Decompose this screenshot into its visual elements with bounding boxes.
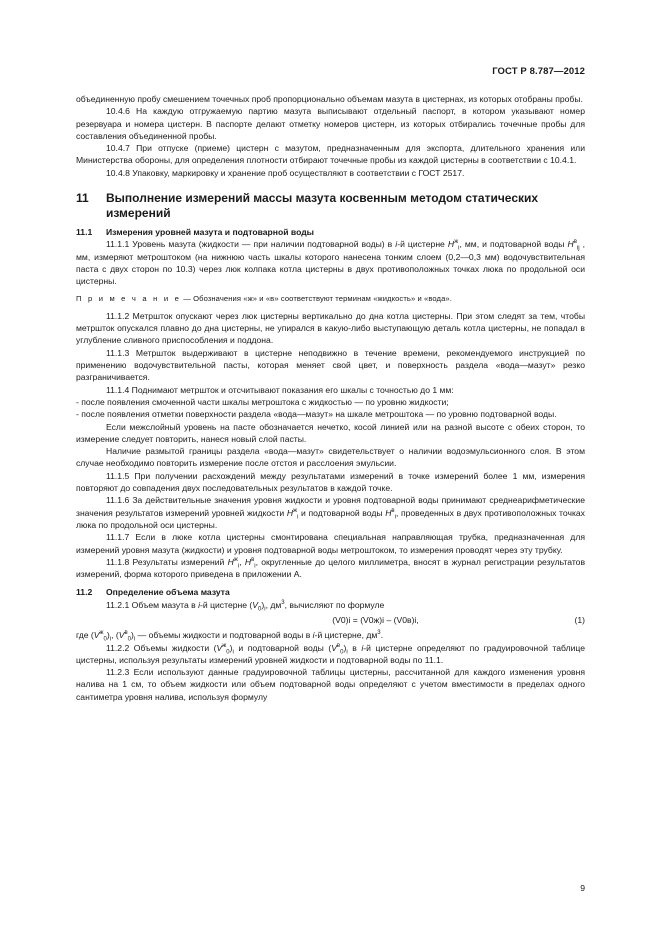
- paragraph-11-2-2: 11.2.2 Объемы жидкости $(V^ж_0)_i$ и подтоварной воды $(V^в_0)_i$ в i-й цистерне определяют по градуировочной таблице цистерны, используя результаты измерений уровней жидкости и подтоварной воды по 11.1.: [76, 642, 585, 665]
- paragraph-11-1-8: 11.1.8 Результаты измерений $H^ж_i$, $H^в_i$, округленные до целого миллиметра, вносят в журнал регистрации результатов измерений, форма которого приведена в приложении А.: [76, 556, 586, 580]
- paragraph-11-1-6: 11.1.6 За действительные значения уровня жидкости и уровня подтоварной воды принимают среднеарифметические значения результатов измерений уровней жидкости $H^ж_i$ и подтоварной воды $H^в_i$, проведенных в двух противоположных точках люка по продольной оси цистерны.: [76, 495, 585, 530]
- paragraph-11-1-5: 11.1.5 При получении расхождений между результатами измерений в точке измерений более 1 мм, измерения повторяют до совпадения двух последовательных результатов в каждой точке.: [76, 470, 585, 494]
- subsection-heading-11-1: [76, 226, 585, 238]
- note-label: П р и м е ч а н и е: [76, 293, 181, 303]
- subsection-title: Определение объема мазута: [106, 587, 230, 598]
- paragraph-fuzzy-boundary: Наличие размытой границы раздела «вода—мазут» свидетельствует о наличии водоэмульсионного слоя. В этом случае необходимо повторить измерение после отстоя и расслоения эмульсии.: [76, 446, 585, 469]
- paragraph-blurred-level: Если межслойный уровень на пасте обозначается нечетко, косой линией или на разной высоте с обеих сторон, то измерение следует повторить, нанеся новый слой пасты.: [76, 421, 585, 444]
- section-title: Выполнение измерений массы мазута косвенным методом статических измерений: [106, 191, 539, 220]
- subsection-title: Измерения уровней мазута и подтоварной воды: [106, 227, 315, 238]
- note-text: — Обозначения «ж» и «в» соответствуют терминам «жидкость» и «вода».: [181, 293, 452, 303]
- subsection-number: 11.1: [76, 227, 93, 238]
- paragraph-10-4-8: 10.4.8 Упаковку, маркировку и хранение проб осуществляют в соответствии с ГОСТ 2517.: [106, 167, 465, 178]
- paragraph-11-2-1: 11.2.1 Объем мазута в i-й цистерне $(V_0)_i$, $дм^3$, вычисляют по формуле: [106, 599, 385, 613]
- section-heading-11: [76, 191, 585, 220]
- formula-number: (1): [574, 614, 585, 625]
- paragraph-continuation: объединенную пробу смешением точечных проб пропорционально объемам мазута в цистернах, из которых отобраны пробы.: [76, 94, 583, 104]
- paragraph-where: где $(V^ж_0)_i$, $(V^в_0)_i$ — объемы жидкости и подтоварной воды в i-й цистерне, $дм^3$.: [76, 630, 384, 643]
- list-item: - после появления смоченной части шкалы метроштока с жидкостью — по уровню жидкости;: [76, 396, 449, 407]
- paragraph-11-1-2: 11.1.2 Метршток опускают через люк цистерны вертикально до дна котла цистерны. При этом следят за тем, чтобы метршток опускался плавно до дна цистерны, не упирался в какую-либо выступающую деталь котла цистерны, не попадал в углубление сливного приспособления и поддона.: [76, 310, 585, 346]
- list-item: - после появления отметки поверхности раздела «вода—мазут» на шкале метроштока — по уровню подтоварной воды.: [76, 409, 557, 420]
- paragraph-11-1-7: 11.1.7 Если в люке котла цистерны смонтирована специальная направляющая трубка, предназначенная для измерений уровня мазута (жидкости) и уровня подтоварной воды метроштоком, то измерения проводят через эту трубку.: [76, 532, 585, 555]
- paragraph-11-1-4: 11.1.4 Поднимают метршток и отсчитывают показания его шкалы с точностью до 1 мм:: [106, 384, 454, 395]
- paragraph-10-4-7: 10.4.7 При отпуске (приеме) цистерн с мазутом, предназначенным для экспорта, длительного хранения или Министерства обороны, для определения плотности отбирают точечные пробы из каждой цистерны в соответствии с 10.4.1.: [76, 143, 585, 166]
- formula-1: [76, 614, 585, 626]
- page-number: 9: [580, 882, 585, 893]
- paragraph-11-2-3: 11.2.3 Если используют данные градуировочной таблицы цистерны, рассчитанной для каждого изменения уровня налива на 1 см, то объем жидкости или объем подтоварной воды определяют с учетом вместимости в пределах одного сантиметра уровня налива, используя формулу: [76, 667, 585, 702]
- list-11-1-4: [76, 396, 585, 421]
- formula-expression: (V0)i = (V0ж)i – (V0в)i,: [332, 614, 419, 625]
- section-number: 11: [76, 191, 89, 206]
- subsection-number: 11.2: [76, 587, 93, 598]
- subsection-heading-11-2: [76, 586, 585, 598]
- paragraph-11-1-3: 11.1.3 Метршток выдерживают в цистерне неподвижно в течение времени, рекомендуемого инструкцией по применению водочувствительной пасты, которая меняет свой цвет, и поверхность раздела «вода—мазут» резко разграничивается.: [76, 347, 585, 383]
- paragraph-11-1-1: 11.1.1 Уровень мазута (жидкости — при наличии подтоварной воды) в i-й цистерне $H^ж_i$, мм, и подтоварной воды $H^в_{ij}$ , мм, измеряют метроштоком (на нижнюю часть шкалы которого нанесена тонким слоем (0,2—0,3 мм) водочувствительная паста с двух сторон по 10.3) через люк колпака котла цистерны в двух противоположных точках люка по продольной оси цистерны.: [76, 239, 585, 287]
- document-body: [76, 93, 585, 703]
- standard-header: ГОСТ Р 8.787—2012: [492, 66, 585, 77]
- note: [76, 293, 585, 305]
- paragraph-10-4-6: 10.4.6 На каждую отгружаемую партию мазута выписывают отдельный паспорт, в котором указывают номер резервуара и номера цистерн. В паспорте делают отметку номеров цистерн, из которых отбирались точечные пробы для составления объединенной пробы.: [76, 106, 585, 141]
